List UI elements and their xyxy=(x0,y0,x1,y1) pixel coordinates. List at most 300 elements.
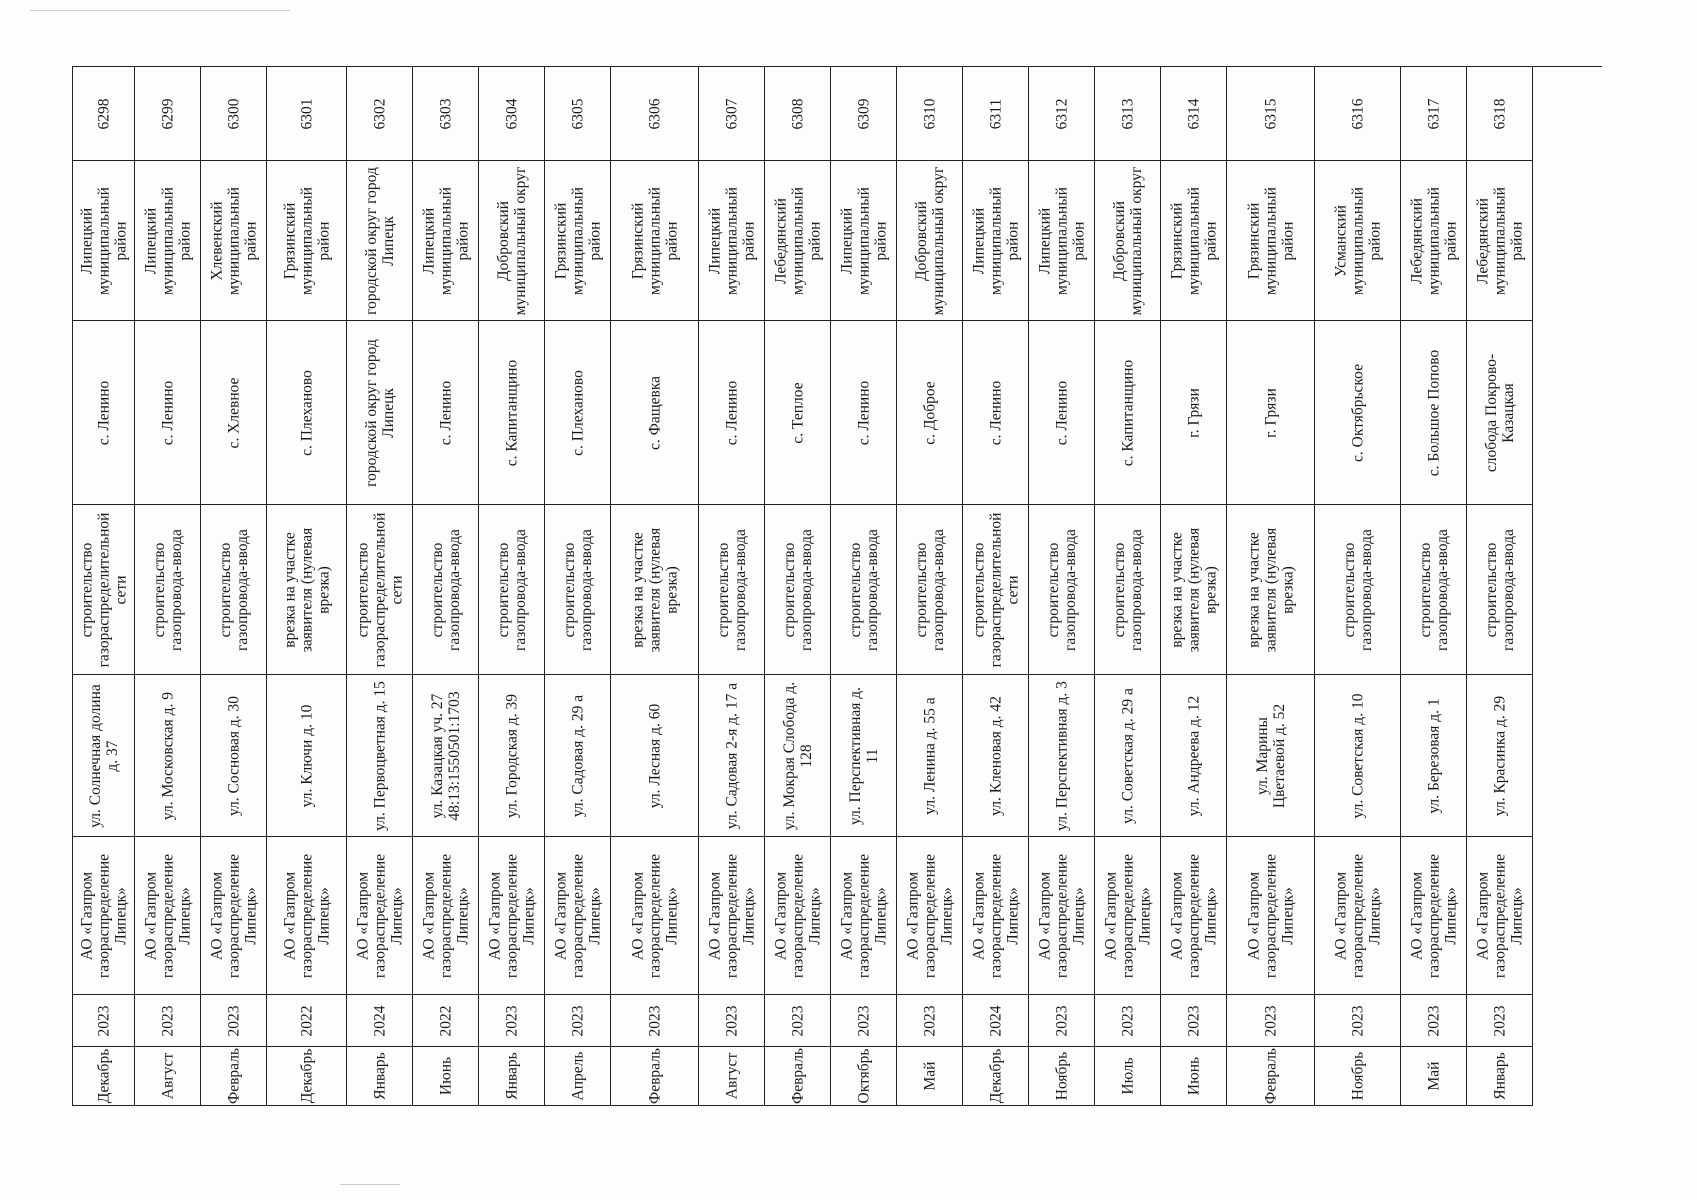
row-number-cell xyxy=(413,67,478,161)
table-row xyxy=(765,67,831,1106)
month-text: Февраль xyxy=(225,1048,242,1105)
locality-text: с. Теплое xyxy=(789,381,806,444)
month-cell xyxy=(545,1047,610,1106)
district-cell xyxy=(831,161,896,321)
table-row xyxy=(347,67,413,1106)
address-cell xyxy=(611,675,698,837)
locality-text: с. Большое Попово xyxy=(1425,349,1442,476)
address-cell xyxy=(201,675,266,837)
district-cell xyxy=(963,161,1028,321)
organization-cell xyxy=(897,837,962,995)
year-text: 2023 xyxy=(95,1005,112,1036)
row-number-cell xyxy=(1315,67,1400,161)
locality-cell xyxy=(73,321,134,505)
work-type-text: строительство газораспределительной сети xyxy=(970,512,1021,667)
organization-text: АО «Газпром газораспределение Липецк» xyxy=(420,853,471,978)
address-text: ул. Лесная д. 60 xyxy=(646,703,663,808)
work-type-text: строительство газопровода-ввода xyxy=(150,528,185,651)
organization-text: АО «Газпром газораспределение Липецк» xyxy=(838,853,889,978)
address-cell xyxy=(1161,675,1226,837)
district-text: Липецкий муниципальный район xyxy=(1036,186,1087,295)
work-type-text: строительство газопровода-ввода xyxy=(216,528,251,651)
table-row xyxy=(1029,67,1095,1106)
row-number-cell xyxy=(1029,67,1094,161)
row-number-cell xyxy=(1467,67,1532,161)
district-cell xyxy=(479,161,544,321)
year-cell xyxy=(267,995,346,1047)
work-type-text: строительство газопровода-ввода xyxy=(714,528,749,651)
work-type-text: строительство газопровода-ввода xyxy=(1482,528,1517,651)
locality-cell xyxy=(479,321,544,505)
year-text: 2023 xyxy=(1262,1005,1279,1036)
address-text: ул. Андреева д. 12 xyxy=(1185,695,1202,816)
row-number-cell xyxy=(267,67,346,161)
work-type-text: строительство газопровода-ввода xyxy=(846,528,881,651)
row-number-text: 6309 xyxy=(855,98,872,129)
district-cell xyxy=(1401,161,1466,321)
locality-cell xyxy=(963,321,1028,505)
locality-text: с. Хлевное xyxy=(225,377,242,448)
table-row xyxy=(1315,67,1401,1106)
year-text: 2023 xyxy=(1053,1005,1070,1036)
year-cell xyxy=(545,995,610,1047)
work-type-cell xyxy=(765,505,830,675)
district-text: Липецкий муниципальный район xyxy=(706,186,757,295)
row-number-cell xyxy=(479,67,544,161)
work-type-text: строительство газопровода-ввода xyxy=(1340,528,1375,651)
district-text: Добровский муниципальный округ xyxy=(912,166,947,315)
scan-artifact-line xyxy=(30,10,290,11)
work-type-cell xyxy=(1401,505,1466,675)
organization-text: АО «Газпром газораспределение Липецк» xyxy=(78,853,129,978)
district-cell xyxy=(267,161,346,321)
locality-cell xyxy=(1029,321,1094,505)
row-number-cell xyxy=(545,67,610,161)
work-type-cell xyxy=(73,505,134,675)
district-text: Липецкий муниципальный район xyxy=(838,186,889,295)
district-cell xyxy=(765,161,830,321)
month-cell xyxy=(1401,1047,1466,1106)
row-number-text: 6298 xyxy=(95,98,112,129)
address-text: ул. Перспективная д. 3 xyxy=(1053,680,1070,831)
work-type-text: строительство газопровода-ввода xyxy=(780,528,815,651)
locality-cell xyxy=(1467,321,1532,505)
work-type-cell xyxy=(1161,505,1226,675)
locality-text: городской округ город Липецк xyxy=(362,338,397,487)
month-cell xyxy=(1467,1047,1532,1106)
organization-cell xyxy=(413,837,478,995)
month-cell xyxy=(267,1047,346,1106)
work-type-text: строительство газораспределительной сети xyxy=(78,512,129,667)
year-cell xyxy=(479,995,544,1047)
organization-cell xyxy=(1095,837,1160,995)
locality-text: с. Капитанщино xyxy=(1119,359,1136,466)
work-type-text: строительство газопровода-ввода xyxy=(912,528,947,651)
organization-cell xyxy=(545,837,610,995)
organization-text: АО «Газпром газораспределение Липецк» xyxy=(486,853,537,978)
table-row xyxy=(831,67,897,1106)
month-cell xyxy=(1095,1047,1160,1106)
district-cell xyxy=(201,161,266,321)
district-text: Усманский муниципальный район xyxy=(1332,186,1383,295)
work-type-text: строительство газопровода-ввода xyxy=(1110,528,1145,651)
year-text: 2023 xyxy=(1349,1005,1366,1036)
organization-text: АО «Газпром газораспределение Липецк» xyxy=(706,853,757,978)
year-text: 2022 xyxy=(298,1005,315,1036)
address-cell xyxy=(1315,675,1400,837)
address-cell xyxy=(1095,675,1160,837)
work-type-cell xyxy=(1315,505,1400,675)
locality-text: с. Доброе xyxy=(921,380,938,445)
address-cell xyxy=(545,675,610,837)
work-type-text: строительство газопровода-ввода xyxy=(428,528,463,651)
organization-cell xyxy=(831,837,896,995)
month-cell xyxy=(831,1047,896,1106)
month-cell xyxy=(135,1047,200,1106)
table-row xyxy=(73,67,135,1106)
locality-text: с. Ленино xyxy=(1053,380,1070,445)
address-cell xyxy=(135,675,200,837)
month-cell xyxy=(201,1047,266,1106)
year-text: 2023 xyxy=(503,1005,520,1036)
year-cell xyxy=(611,995,698,1047)
locality-text: с. Октябрьское xyxy=(1349,363,1366,462)
scan-artifact-line xyxy=(340,1184,400,1185)
address-text: ул. Солнечная долина д. 37 xyxy=(86,683,121,828)
address-cell xyxy=(699,675,764,837)
work-type-text: строительство газопровода-ввода xyxy=(494,528,529,651)
row-number-cell xyxy=(1401,67,1466,161)
month-cell xyxy=(963,1047,1028,1106)
locality-cell xyxy=(831,321,896,505)
locality-cell xyxy=(897,321,962,505)
table-row xyxy=(1401,67,1467,1106)
month-text: Июнь xyxy=(437,1056,454,1096)
year-cell xyxy=(347,995,412,1047)
organization-text: АО «Газпром газораспределение Липецк» xyxy=(1245,853,1296,978)
organization-cell xyxy=(1467,837,1532,995)
district-text: Липецкий муниципальный район xyxy=(142,186,193,295)
month-text: Июнь xyxy=(1185,1056,1202,1096)
address-text: ул. Советская д. 29 а xyxy=(1119,687,1136,824)
work-type-cell xyxy=(897,505,962,675)
work-type-text: врезка на участке заявителя (нулевая врезка) xyxy=(1245,527,1296,652)
work-type-cell xyxy=(611,505,698,675)
year-text: 2023 xyxy=(789,1005,806,1036)
month-text: Декабрь xyxy=(95,1048,112,1104)
table-row xyxy=(135,67,201,1106)
year-text: 2023 xyxy=(569,1005,586,1036)
locality-cell xyxy=(699,321,764,505)
year-cell xyxy=(135,995,200,1047)
month-text: Август xyxy=(159,1052,176,1100)
locality-text: с. Ленино xyxy=(159,380,176,445)
work-type-text: врезка на участке заявителя (нулевая врезка) xyxy=(629,527,680,652)
month-text: Май xyxy=(1425,1061,1442,1091)
organization-text: АО «Газпром газораспределение Липецк» xyxy=(1408,853,1459,978)
month-cell xyxy=(73,1047,134,1106)
organization-text: АО «Газпром газораспределение Липецк» xyxy=(552,853,603,978)
month-cell xyxy=(1161,1047,1226,1106)
address-text: ул. Кленовая д. 42 xyxy=(987,695,1004,816)
table-row xyxy=(201,67,267,1106)
locality-cell xyxy=(1161,321,1226,505)
locality-text: с. Ленино xyxy=(723,380,740,445)
locality-text: с. Ленино xyxy=(437,380,454,445)
year-cell xyxy=(73,995,134,1047)
work-type-cell xyxy=(135,505,200,675)
month-cell xyxy=(611,1047,698,1106)
locality-cell xyxy=(413,321,478,505)
table-row xyxy=(1227,67,1315,1106)
year-cell xyxy=(1401,995,1466,1047)
row-number-cell xyxy=(963,67,1028,161)
row-number-cell xyxy=(347,67,412,161)
district-text: Хлевенский муниципальный район xyxy=(208,186,259,295)
table-row xyxy=(1161,67,1227,1106)
month-text: Апрель xyxy=(569,1051,586,1101)
district-text: Грязинский муниципальный район xyxy=(281,186,332,295)
work-type-cell xyxy=(1029,505,1094,675)
year-cell xyxy=(765,995,830,1047)
organization-text: АО «Газпром газораспределение Липецк» xyxy=(281,853,332,978)
work-type-text: строительство газопровода-ввода xyxy=(560,528,595,651)
district-text: Лебедянский муниципальный район xyxy=(772,186,823,295)
organization-cell xyxy=(267,837,346,995)
district-cell xyxy=(1029,161,1094,321)
organization-cell xyxy=(611,837,698,995)
locality-text: с. Капитанщино xyxy=(503,359,520,466)
district-cell xyxy=(347,161,412,321)
address-text: ул. Сосновая д. 30 xyxy=(225,695,242,816)
district-cell xyxy=(545,161,610,321)
locality-cell xyxy=(1095,321,1160,505)
locality-text: с. Ленино xyxy=(987,380,1004,445)
row-number-text: 6314 xyxy=(1185,98,1202,129)
row-number-text: 6304 xyxy=(503,98,520,129)
month-text: Декабрь xyxy=(987,1048,1004,1104)
row-number-cell xyxy=(1161,67,1226,161)
address-cell xyxy=(479,675,544,837)
district-cell xyxy=(73,161,134,321)
year-cell xyxy=(1161,995,1226,1047)
locality-cell xyxy=(347,321,412,505)
organization-cell xyxy=(1161,837,1226,995)
table-row xyxy=(963,67,1029,1106)
address-text: ул. Березовая д. 1 xyxy=(1425,697,1442,814)
table-row xyxy=(611,67,699,1106)
address-cell xyxy=(831,675,896,837)
month-text: Январь xyxy=(371,1052,388,1100)
locality-cell xyxy=(135,321,200,505)
month-text: Январь xyxy=(503,1052,520,1100)
month-text: Май xyxy=(921,1061,938,1091)
address-cell xyxy=(1227,675,1314,837)
district-cell xyxy=(611,161,698,321)
address-cell xyxy=(267,675,346,837)
address-text: ул. Марины Цветаевой д. 52 xyxy=(1253,703,1288,808)
locality-cell xyxy=(765,321,830,505)
locality-text: с. Фащевка xyxy=(646,375,663,450)
organization-text: АО «Газпром газораспределение Липецк» xyxy=(1168,853,1219,978)
year-cell xyxy=(897,995,962,1047)
month-cell xyxy=(413,1047,478,1106)
address-text: ул. Мокрая Слобода д. 128 xyxy=(780,681,815,830)
locality-text: г. Грязи xyxy=(1185,387,1202,438)
organization-text: АО «Газпром газораспределение Липецк» xyxy=(1474,853,1525,978)
row-number-cell xyxy=(135,67,200,161)
address-text: ул. Ленина д. 55 а xyxy=(921,696,938,815)
month-text: Декабрь xyxy=(298,1048,315,1104)
organization-text: АО «Газпром газораспределение Липецк» xyxy=(904,853,955,978)
address-cell xyxy=(897,675,962,837)
address-text: ул. Перспективная д. 11 xyxy=(846,686,881,825)
address-text: ул. Городская д. 39 xyxy=(503,693,520,818)
month-cell xyxy=(347,1047,412,1106)
table-row xyxy=(699,67,765,1106)
address-text: ул. Первоцветная д. 15 xyxy=(371,680,388,831)
row-number-text: 6299 xyxy=(159,98,176,129)
year-text: 2023 xyxy=(1119,1005,1136,1036)
row-number-cell xyxy=(73,67,134,161)
organization-cell xyxy=(1315,837,1400,995)
district-cell xyxy=(1161,161,1226,321)
address-cell xyxy=(963,675,1028,837)
contracts-table xyxy=(72,66,1602,1106)
district-text: Лебедянский муниципальный район xyxy=(1474,186,1525,295)
work-type-cell xyxy=(201,505,266,675)
organization-cell xyxy=(479,837,544,995)
organization-cell xyxy=(963,837,1028,995)
district-text: Добровский муниципальный округ xyxy=(1110,166,1145,315)
month-cell xyxy=(699,1047,764,1106)
work-type-cell xyxy=(831,505,896,675)
year-text: 2023 xyxy=(1491,1005,1508,1036)
organization-cell xyxy=(1227,837,1314,995)
year-cell xyxy=(201,995,266,1047)
row-number-cell xyxy=(831,67,896,161)
month-text: Январь xyxy=(1491,1052,1508,1100)
address-text: ул. Садовая д. 29 а xyxy=(569,694,586,817)
organization-text: АО «Газпром газораспределение Липецк» xyxy=(208,853,259,978)
address-text: ул. Ключи д. 10 xyxy=(298,704,315,807)
district-text: Грязинский муниципальный район xyxy=(629,186,680,295)
locality-cell xyxy=(201,321,266,505)
row-number-text: 6312 xyxy=(1053,98,1070,129)
year-text: 2024 xyxy=(987,1005,1004,1036)
year-text: 2023 xyxy=(921,1005,938,1036)
work-type-cell xyxy=(479,505,544,675)
district-text: Грязинский муниципальный район xyxy=(1168,186,1219,295)
district-cell xyxy=(1315,161,1400,321)
address-text: ул. Казацкая уч. 27 48:13:1550501:1703 xyxy=(428,690,463,821)
district-cell xyxy=(897,161,962,321)
row-number-text: 6306 xyxy=(646,98,663,129)
month-text: Ноябрь xyxy=(1349,1051,1366,1101)
organization-cell xyxy=(1029,837,1094,995)
year-text: 2023 xyxy=(225,1005,242,1036)
organization-text: АО «Газпром газораспределение Липецк» xyxy=(772,853,823,978)
row-number-cell xyxy=(1227,67,1314,161)
district-text: городской округ город Липецк xyxy=(362,166,397,315)
month-cell xyxy=(897,1047,962,1106)
work-type-text: строительство газопровода-ввода xyxy=(1044,528,1079,651)
row-number-text: 6305 xyxy=(569,98,586,129)
organization-cell xyxy=(1401,837,1466,995)
row-number-text: 6303 xyxy=(437,98,454,129)
locality-text: слобода Покрово-Казацкая xyxy=(1482,353,1517,472)
address-cell xyxy=(73,675,134,837)
row-number-cell xyxy=(897,67,962,161)
row-number-text: 6307 xyxy=(723,98,740,129)
year-text: 2023 xyxy=(723,1005,740,1036)
address-cell xyxy=(413,675,478,837)
row-number-text: 6318 xyxy=(1491,98,1508,129)
district-cell xyxy=(1095,161,1160,321)
address-cell xyxy=(765,675,830,837)
work-type-cell xyxy=(347,505,412,675)
district-text: Липецкий муниципальный район xyxy=(420,186,471,295)
row-number-text: 6311 xyxy=(987,98,1004,129)
row-number-text: 6313 xyxy=(1119,98,1136,129)
locality-cell xyxy=(1227,321,1314,505)
table-row xyxy=(545,67,611,1106)
organization-text: АО «Газпром газораспределение Липецк» xyxy=(629,853,680,978)
locality-text: с. Ленино xyxy=(95,380,112,445)
month-text: Ноябрь xyxy=(1053,1051,1070,1101)
work-type-cell xyxy=(699,505,764,675)
row-number-cell xyxy=(765,67,830,161)
year-text: 2023 xyxy=(159,1005,176,1036)
organization-text: АО «Газпром газораспределение Липецк» xyxy=(1332,853,1383,978)
address-cell xyxy=(1029,675,1094,837)
month-text: Февраль xyxy=(789,1048,806,1105)
district-text: Липецкий муниципальный район xyxy=(78,186,129,295)
year-text: 2022 xyxy=(437,1005,454,1036)
organization-cell xyxy=(135,837,200,995)
row-number-text: 6308 xyxy=(789,98,806,129)
organization-text: АО «Газпром газораспределение Липецк» xyxy=(1102,853,1153,978)
work-type-text: строительство газораспределительной сети xyxy=(354,512,405,667)
district-text: Грязинский муниципальный район xyxy=(1245,186,1296,295)
address-cell xyxy=(1467,675,1532,837)
table-row xyxy=(413,67,479,1106)
year-cell xyxy=(1467,995,1532,1047)
district-text: Грязинский муниципальный район xyxy=(552,186,603,295)
locality-cell xyxy=(267,321,346,505)
address-text: ул. Московская д. 9 xyxy=(159,691,176,820)
district-text: Липецкий муниципальный район xyxy=(970,186,1021,295)
work-type-cell xyxy=(1227,505,1314,675)
organization-cell xyxy=(73,837,134,995)
organization-text: АО «Газпром газораспределение Липецк» xyxy=(354,853,405,978)
locality-cell xyxy=(1401,321,1466,505)
row-number-text: 6300 xyxy=(225,98,242,129)
row-number-text: 6302 xyxy=(371,98,388,129)
locality-text: с. Плеханово xyxy=(298,369,315,456)
locality-text: г. Грязи xyxy=(1262,387,1279,438)
locality-cell xyxy=(545,321,610,505)
organization-text: АО «Газпром газораспределение Липецк» xyxy=(970,853,1021,978)
address-cell xyxy=(1401,675,1466,837)
district-cell xyxy=(1227,161,1314,321)
organization-cell xyxy=(765,837,830,995)
work-type-cell xyxy=(413,505,478,675)
row-number-cell xyxy=(611,67,698,161)
row-number-text: 6315 xyxy=(1262,98,1279,129)
year-text: 2023 xyxy=(1185,1005,1202,1036)
work-type-cell xyxy=(267,505,346,675)
